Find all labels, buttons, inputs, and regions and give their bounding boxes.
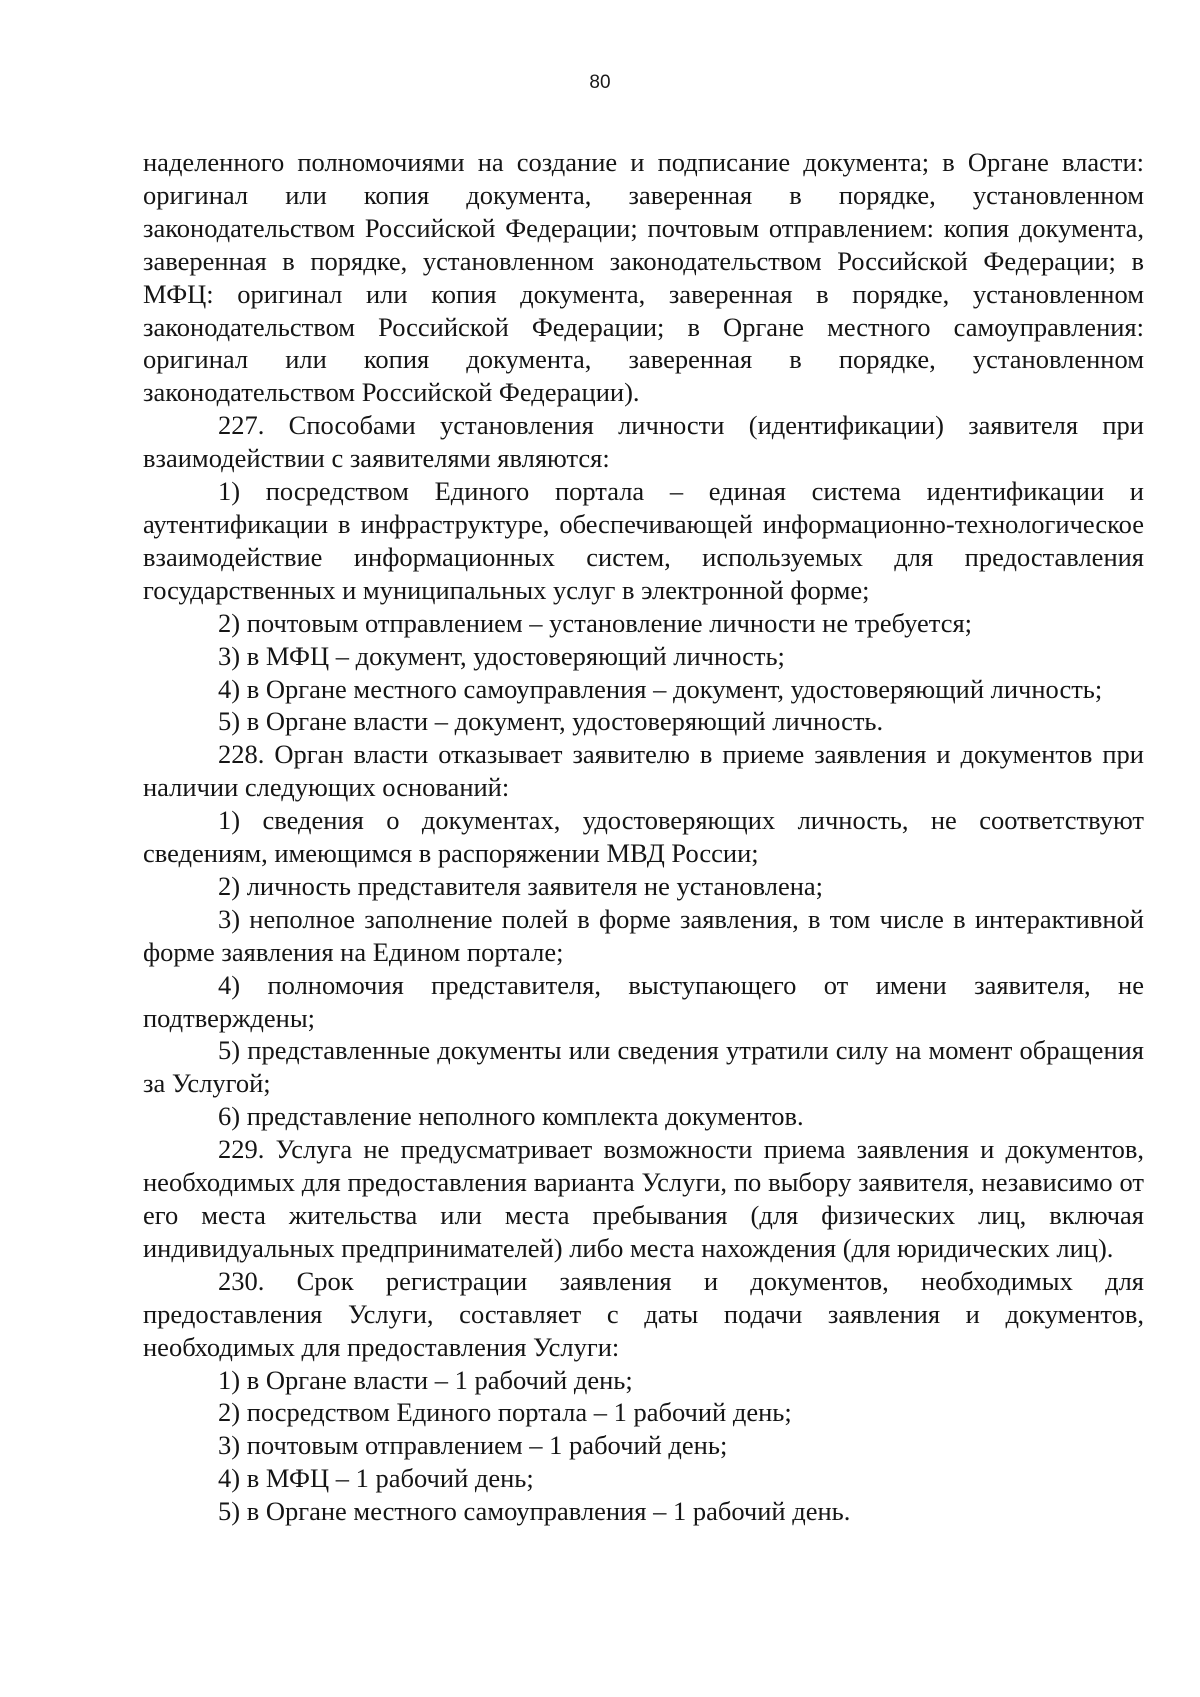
document-paragraph: 230. Срок регистрации заявления и документов, необходимых для предоставления Услуги, составляет с даты подачи заявления и документов, необходимых для предоставления Услуги: xyxy=(143,1265,1144,1362)
document-paragraph: 1) в Органе власти – 1 рабочий день; xyxy=(218,1364,633,1395)
document-paragraph: 228. Орган власти отказывает заявителю в приеме заявления и документов при наличии следующих оснований: xyxy=(143,739,1144,803)
document-paragraph: наделенного полномочиями на создание и подписание документа; в Органе власти: оригинал или копия документа, заверенная в порядке, установленном законодательством Российской Федерации; почтовым отправлением: копия документа, заверенная в порядке, установленном законодательством Российской Федерации; в МФЦ: оригинал или копия документа, заверенная в порядке, установленном законодательством Российской Федерации; в Органе местного самоуправления: оригинал или копия документа, заверенная в порядке, установленном законодательством Российской Федерации). xyxy=(143,147,1144,408)
document-paragraph: 4) в Органе местного самоуправления – документ, удостоверяющий личность; xyxy=(218,673,1103,704)
document-paragraph: 1) сведения о документах, удостоверяющих личность, не соответствуют сведениям, имеющимся в распоряжении МВД России; xyxy=(143,805,1144,869)
document-paragraph: 229. Услуга не предусматривает возможности приема заявления и документов, необходимых для предоставления варианта Услуги, по выбору заявителя, независимо от его места жительства или места пребывания (для физических лиц, включая индивидуальных предпринимателей) либо места нахождения (для юридических лиц). xyxy=(143,1134,1144,1263)
document-paragraph: 227. Способами установления личности (идентификации) заявителя при взаимодействии с заявителями являются: xyxy=(143,410,1144,474)
document-paragraph: 3) почтовым отправлением – 1 рабочий день; xyxy=(218,1430,728,1461)
document-paragraph: 5) в Органе местного самоуправления – 1 рабочий день. xyxy=(218,1496,851,1527)
document-paragraph: 2) посредством Единого портала – 1 рабочий день; xyxy=(218,1397,792,1428)
document-paragraph: 6) представление неполного комплекта документов. xyxy=(218,1101,804,1132)
document-paragraph: 4) в МФЦ – 1 рабочий день; xyxy=(218,1463,534,1494)
document-paragraph: 4) полномочия представителя, выступающего от имени заявителя, не подтверждены; xyxy=(143,969,1144,1033)
document-paragraph: 5) в Органе власти – документ, удостоверяющий личность. xyxy=(218,706,884,737)
document-paragraph: 2) почтовым отправлением – установление личности не требуется; xyxy=(218,607,973,638)
document-body xyxy=(143,146,1144,1528)
document-paragraph: 3) в МФЦ – документ, удостоверяющий личность; xyxy=(218,640,785,671)
document-paragraph: 5) представленные документы или сведения утратили силу на момент обращения за Услугой; xyxy=(143,1035,1144,1099)
page-number: 80 xyxy=(589,72,611,93)
document-paragraph: 2) личность представителя заявителя не установлена; xyxy=(218,870,824,901)
document-paragraph: 3) неполное заполнение полей в форме заявления, в том числе в интерактивной форме заявления на Едином портале; xyxy=(143,903,1144,967)
document-paragraph: 1) посредством Единого портала – единая система идентификации и аутентификации в инфраструктуре, обеспечивающей информационно-технологическое взаимодействие информационных систем, используемых для предоставления государственных и муниципальных услуг в электронной форме; xyxy=(143,476,1144,605)
